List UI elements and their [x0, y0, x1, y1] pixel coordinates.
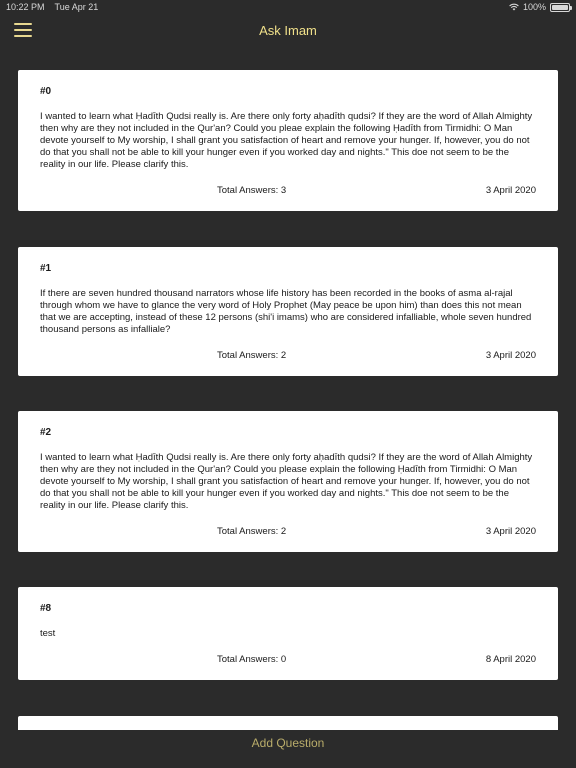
- question-text: I wanted to learn what Ḥadīth Qudsi really is. Are there only forty aḥadīth qudsi? If they are the word of Allah Almighty then why are they not included in the Qur'an? Could you pleae explain the following Ḥadīth from Tirmidhi: O Man devote yourself to My worship, I shall grant you satisfaction of heart and remove your hunger. If, however, you do not do that you shall not be able to kill your hunger even if you worked day and nights." This doe not seem to be the reality in our life. Please clarify this.: [40, 111, 533, 170]
- question-date: 3 April 2020: [485, 350, 536, 361]
- question-footer: [40, 654, 536, 668]
- question-card[interactable]: [18, 70, 558, 211]
- question-list[interactable]: [18, 70, 558, 730]
- page-title: Ask Imam: [259, 23, 317, 38]
- question-text: I wanted to learn what Ḥadīth Qudsi really is. Are there only forty aḥadīth qudsi? If they are the word of Allah Almighty then why are they not included in the Qur'an? Could you please explain the following Ḥadīth from Tirmidhi: O Man devote yourself to My worship, I shall grant you satisfaction of heart and remove your hunger. If, however, you do not do that you shall not be able to kill your hunger even if you worked day and nights." This doe not seem to be the reality in our life. Please clarify this.: [40, 452, 533, 511]
- total-answers: Total Answers: 0: [217, 654, 287, 665]
- nav-bar: [0, 14, 576, 48]
- question-card[interactable]: [18, 716, 558, 730]
- question-id: #1: [40, 263, 52, 274]
- add-question-button[interactable]: Add Question: [251, 736, 325, 750]
- question-id: #8: [40, 603, 52, 614]
- bottom-bar: [0, 730, 576, 768]
- question-footer: [40, 526, 536, 540]
- question-date: 8 April 2020: [485, 654, 536, 665]
- question-card[interactable]: [18, 247, 558, 376]
- question-text: If there are seven hundred thousand narrators whose life history has been recorded in the books of asma al-rajal through whom we have to glance the very word of Holy Prophet (May peace be upon him) than does this not mean that we are accepting, instead of these 12 persons (shi'i imams) who are considered infalliable, whole seven hundred thousand persons as infalliale?: [40, 288, 532, 335]
- question-text: test: [40, 628, 56, 639]
- battery-icon: [550, 3, 570, 12]
- question-card[interactable]: [18, 587, 558, 680]
- status-bar: [0, 0, 576, 14]
- total-answers: Total Answers: 2: [217, 350, 287, 361]
- question-footer: [40, 185, 536, 199]
- question-card[interactable]: [18, 411, 558, 552]
- battery-percent: 100%: [522, 2, 546, 12]
- wifi-icon: [509, 3, 519, 11]
- status-date: Tue Apr 21: [54, 2, 99, 12]
- status-time: 10:22 PM: [6, 2, 45, 12]
- question-footer: [40, 350, 536, 364]
- total-answers: Total Answers: 2: [217, 526, 287, 537]
- question-date: 3 April 2020: [485, 185, 536, 196]
- battery-fill: [552, 5, 568, 10]
- question-id: #2: [40, 427, 52, 438]
- question-id: #0: [40, 86, 52, 97]
- question-date: 3 April 2020: [485, 526, 536, 537]
- total-answers: Total Answers: 3: [217, 185, 287, 196]
